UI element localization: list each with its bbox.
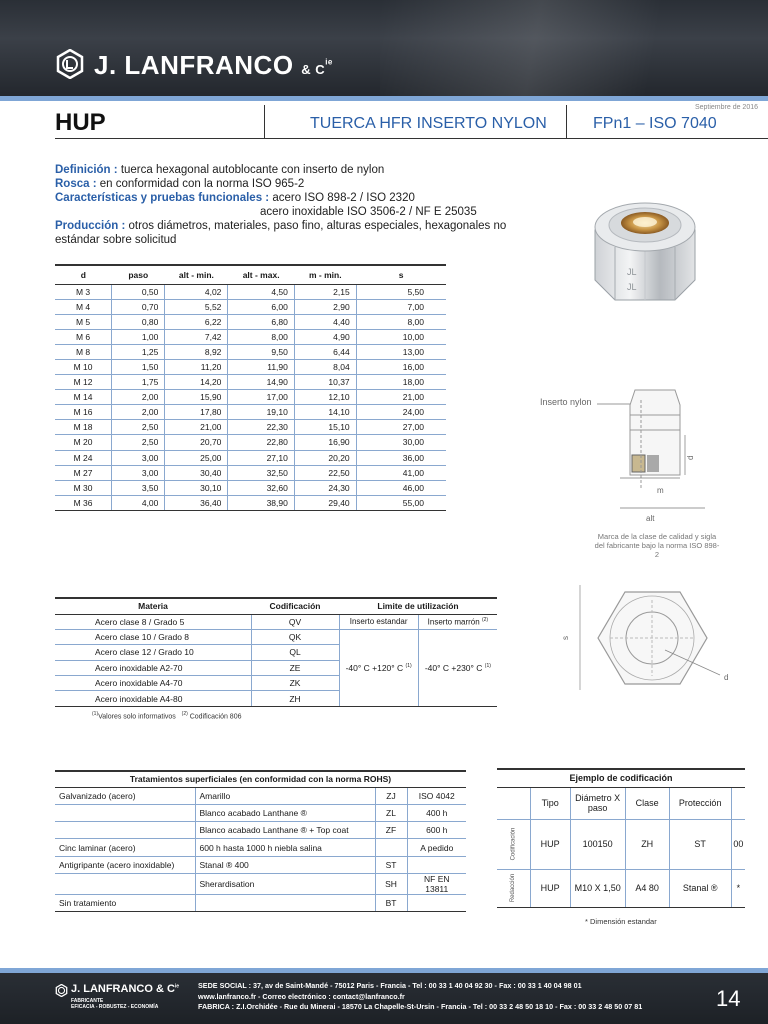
column-header: d xyxy=(55,265,112,284)
table-cell: 55,00 xyxy=(356,495,446,510)
material-cell: Acero inoxidable A4-80 xyxy=(55,691,251,706)
table-cell: 17,00 xyxy=(228,390,294,405)
treatments-table xyxy=(55,770,466,912)
table-row xyxy=(55,450,446,465)
table-cell: 38,90 xyxy=(228,495,294,510)
code-cell: ZH xyxy=(251,691,339,706)
table-cell: 2,15 xyxy=(294,284,356,299)
table-cell: 32,50 xyxy=(228,465,294,480)
table-row xyxy=(55,894,466,911)
table-header-row xyxy=(55,265,446,284)
sheet-date: Septiembre de 2016 xyxy=(694,104,758,111)
table-cell: 27,10 xyxy=(228,450,294,465)
title-rule xyxy=(55,138,768,139)
dimensions-table xyxy=(55,264,446,511)
table-cell: Galvanizado (acero) xyxy=(55,787,195,804)
table-cell: 24,30 xyxy=(294,480,356,495)
table-cell: 6,44 xyxy=(294,344,356,359)
table-cell: 30,00 xyxy=(356,435,446,450)
table-cell: 24,00 xyxy=(356,405,446,420)
table-cell: 600 h hasta 1000 h niebla salina xyxy=(195,839,375,856)
table-cell: 2,00 xyxy=(112,405,165,420)
table-row xyxy=(55,359,446,374)
table-row xyxy=(55,375,446,390)
table-cell: 0,80 xyxy=(112,314,165,329)
range-standard: -40° C +120° C $^{(1)}$ xyxy=(339,629,418,706)
table-cell: 5,52 xyxy=(165,299,228,314)
table-cell: 36,00 xyxy=(356,450,446,465)
table-cell: 10,00 xyxy=(356,329,446,344)
material-cell: Acero inoxidable A4-70 xyxy=(55,676,251,691)
table-cell: 8,92 xyxy=(165,344,228,359)
side-label: Redacción xyxy=(497,869,530,907)
table-row xyxy=(55,435,446,450)
table-cell: 20,20 xyxy=(294,450,356,465)
table-row xyxy=(55,495,446,510)
footer-line: FABRICA : Z.I.Orchidée - Rue du Minerai - 18570 La Chapelle-St-Ursin - Francia - Tel : 00 33 2 48 50 18 10 - Fax : 00 33 2 48 50 07 81 xyxy=(198,1002,643,1011)
table-cell: SH xyxy=(375,873,407,894)
d-label: d xyxy=(686,455,695,460)
column-header: Limite de utilización xyxy=(339,598,497,614)
table-cell xyxy=(55,873,195,894)
column-header: Materia xyxy=(55,598,251,614)
table-cell: Cinc laminar (acero) xyxy=(55,839,195,856)
table-cell: M 6 xyxy=(55,329,112,344)
table-cell: M 36 xyxy=(55,495,112,510)
table-row xyxy=(55,873,466,894)
table-cell: 15,90 xyxy=(165,390,228,405)
table-cell: 0,70 xyxy=(112,299,165,314)
side-label: Codificación xyxy=(497,819,530,869)
table-cell xyxy=(375,839,407,856)
table-row xyxy=(55,629,497,644)
product-title: TUERCA HFR INSERTO NYLON xyxy=(310,115,547,132)
range-brown: -40° C +230° C $^{(1)}$ xyxy=(418,629,497,706)
table-cell: 16,00 xyxy=(356,359,446,374)
column-header: alt - max. xyxy=(228,265,294,284)
table-cell: 19,10 xyxy=(228,405,294,420)
company-logo-icon xyxy=(55,984,68,997)
s-label: s xyxy=(561,636,570,640)
table-row xyxy=(55,856,466,873)
table-cell: ZL xyxy=(375,804,407,821)
table-row xyxy=(55,405,446,420)
table-cell: 8,00 xyxy=(228,329,294,344)
table-header-row xyxy=(497,769,745,787)
table-cell: 4,50 xyxy=(228,284,294,299)
table-cell: 36,40 xyxy=(165,495,228,510)
example-cell: Stanal ® xyxy=(669,869,731,907)
table-cell: 21,00 xyxy=(165,420,228,435)
nut-photo xyxy=(585,185,705,315)
table-cell: M 8 xyxy=(55,344,112,359)
table-cell: Blanco acabado Lanthane ® xyxy=(195,804,375,821)
table-cell: 30,40 xyxy=(165,465,228,480)
table-row xyxy=(55,390,446,405)
table-cell: Sin tratamiento xyxy=(55,894,195,911)
table-cell: 1,75 xyxy=(112,375,165,390)
materials-table xyxy=(55,597,497,707)
table-cell xyxy=(55,804,195,821)
table-cell: 41,00 xyxy=(356,465,446,480)
example-cell: ZH xyxy=(625,819,669,869)
table-cell: 3,50 xyxy=(112,480,165,495)
footer-tagline: EFICACIA - ROBUSTEZ - ECONOMÍA xyxy=(71,1004,159,1010)
table-row xyxy=(55,465,446,480)
material-cell: Acero inoxidable A2-70 xyxy=(55,660,251,675)
table-row xyxy=(497,787,745,819)
table-cell: 2,00 xyxy=(112,390,165,405)
table-cell: 12,10 xyxy=(294,390,356,405)
table-cell: 1,50 xyxy=(112,359,165,374)
table-cell: ISO 4042 xyxy=(407,787,466,804)
column-header xyxy=(731,787,745,819)
column-header: Protección xyxy=(669,787,731,819)
table-cell: 8,04 xyxy=(294,359,356,374)
table-cell: 3,00 xyxy=(112,450,165,465)
svg-text:JL: JL xyxy=(627,267,637,277)
footer-line: SEDE SOCIAL : 37, av de Saint-Mandé - 75012 Paris - Francia - Tel : 00 33 1 40 04 92 30 - Fax : 00 33 1 40 04 98 01 xyxy=(198,981,582,990)
table-cell: 8,00 xyxy=(356,314,446,329)
table-cell: 6,80 xyxy=(228,314,294,329)
side-cell xyxy=(497,787,530,819)
norm-title: FPn1 – ISO 7040 xyxy=(593,115,717,132)
column-header: m - min. xyxy=(294,265,356,284)
table-cell: 2,90 xyxy=(294,299,356,314)
table-cell: 21,00 xyxy=(356,390,446,405)
table-cell xyxy=(195,894,375,911)
dimensions-body xyxy=(55,284,446,510)
hex-drawing xyxy=(550,580,745,695)
table-cell xyxy=(407,856,466,873)
table-row xyxy=(55,822,466,839)
svg-text:JL: JL xyxy=(627,282,637,292)
table-cell: 30,10 xyxy=(165,480,228,495)
table-cell: 4,40 xyxy=(294,314,356,329)
table-cell: 2,50 xyxy=(112,435,165,450)
table-cell: 27,00 xyxy=(356,420,446,435)
column-header: Inserto marrón $^{(2)}$ xyxy=(418,614,497,629)
table-cell: 18,00 xyxy=(356,375,446,390)
example-note: * Dimensión estandar xyxy=(585,917,657,926)
column-header: Diámetro X paso xyxy=(570,787,625,819)
column-header: Tratamientos superficiales (en conformidad con la norma ROHS) xyxy=(55,771,466,787)
code-cell: ZK xyxy=(251,676,339,691)
title-row xyxy=(0,101,768,139)
definitions-block xyxy=(55,163,525,247)
example-cell: * xyxy=(731,869,745,907)
example-cell: HUP xyxy=(530,819,570,869)
table-row xyxy=(55,614,497,629)
table-cell: 2,50 xyxy=(112,420,165,435)
characteristics-line: Características y pruebas funcionales : acero ISO 898-2 / ISO 2320 xyxy=(55,192,415,204)
table-row xyxy=(55,314,446,329)
table-row xyxy=(55,420,446,435)
table-cell: M 10 xyxy=(55,359,112,374)
table-cell: 10,37 xyxy=(294,375,356,390)
table-cell: 11,20 xyxy=(165,359,228,374)
table-cell: ST xyxy=(375,856,407,873)
footer-tagline: FABRICANTE xyxy=(71,998,104,1004)
treatments-body xyxy=(55,787,466,912)
definition-line: Definición : tuerca hexagonal autoblocante con inserto de nylon xyxy=(55,164,385,176)
table-cell: 1,25 xyxy=(112,344,165,359)
footer-address xyxy=(198,981,688,1013)
table-cell: 3,00 xyxy=(112,465,165,480)
example-table xyxy=(497,768,745,908)
table-cell: 14,10 xyxy=(294,405,356,420)
column-header: Clase xyxy=(625,787,669,819)
table-cell: 14,20 xyxy=(165,375,228,390)
table-cell: 46,00 xyxy=(356,480,446,495)
table-cell: 600 h xyxy=(407,822,466,839)
table-row xyxy=(55,839,466,856)
table-cell: 14,90 xyxy=(228,375,294,390)
table-cell: 7,42 xyxy=(165,329,228,344)
hex-d-label: d xyxy=(724,673,729,682)
table-cell: 22,30 xyxy=(228,420,294,435)
page-number: 14 xyxy=(716,986,741,1011)
table-cell: 11,90 xyxy=(228,359,294,374)
table-cell: 15,10 xyxy=(294,420,356,435)
table-cell: 5,50 xyxy=(356,284,446,299)
table-cell: 32,60 xyxy=(228,480,294,495)
table-cell: 25,00 xyxy=(165,450,228,465)
example-cell: ST xyxy=(669,819,731,869)
table-cell: BT xyxy=(375,894,407,911)
table-cell: 400 h xyxy=(407,804,466,821)
table-row xyxy=(497,869,745,907)
table-row xyxy=(55,787,466,804)
table-cell: 20,70 xyxy=(165,435,228,450)
material-cell: Acero clase 10 / Grado 8 xyxy=(55,629,251,644)
table-cell: Blanco acabado Lanthane ® + Top coat xyxy=(195,822,375,839)
table-cell: M 4 xyxy=(55,299,112,314)
table-cell: M 14 xyxy=(55,390,112,405)
example-cell: M10 X 1,50 xyxy=(570,869,625,907)
insert-label: Inserto nylon xyxy=(540,397,592,407)
table-cell: M 16 xyxy=(55,405,112,420)
m-label: m xyxy=(657,486,664,495)
table-cell: Amarillo xyxy=(195,787,375,804)
column-header: Ejemplo de codificación xyxy=(497,769,745,787)
table-header-row xyxy=(55,771,466,787)
code-cell: QK xyxy=(251,629,339,644)
footer-line: www.lanfranco.fr - Correo electrónico : contact@lanfranco.fr xyxy=(198,991,405,1001)
table-cell: M 3 xyxy=(55,284,112,299)
column-header: Tipo xyxy=(530,787,570,819)
table-cell: 4,00 xyxy=(112,495,165,510)
section-drawing xyxy=(535,380,735,525)
table-cell: 1,00 xyxy=(112,329,165,344)
table-row xyxy=(55,299,446,314)
table-cell: 22,50 xyxy=(294,465,356,480)
table-row xyxy=(55,344,446,359)
table-cell: 6,00 xyxy=(228,299,294,314)
table-cell xyxy=(407,894,466,911)
example-cell: A4 80 xyxy=(625,869,669,907)
footer-stripe xyxy=(0,968,768,973)
table-row xyxy=(55,329,446,344)
table-cell: M 5 xyxy=(55,314,112,329)
brand-name: J. LANFRANCO & $C^{ie}$ xyxy=(94,50,333,80)
table-cell: M 27 xyxy=(55,465,112,480)
example-cell: HUP xyxy=(530,869,570,907)
column-header: Inserto estandar xyxy=(339,614,418,629)
example-cell: 100150 xyxy=(570,819,625,869)
material-cell: Acero clase 8 / Grado 5 xyxy=(55,614,251,629)
table-row xyxy=(55,480,446,495)
table-cell: M 12 xyxy=(55,375,112,390)
table-cell: M 24 xyxy=(55,450,112,465)
table-cell: 16,90 xyxy=(294,435,356,450)
example-cell: 00 xyxy=(731,819,745,869)
materials-note: $^{(1)}$Valores solo informativos $^{(2)}$ Codificación 806 xyxy=(92,711,242,721)
header-banner xyxy=(0,0,768,96)
table-cell: 29,40 xyxy=(294,495,356,510)
characteristics-line-2: acero inoxidable ISO 3506-2 / NF E 25035 xyxy=(260,206,477,218)
thread-line: Rosca : en conformidad con la norma ISO 965-2 xyxy=(55,178,305,190)
footer-brand: J. LANFRANCO & $C^{ie}$ xyxy=(71,983,180,995)
table-cell: ZF xyxy=(375,822,407,839)
title-divider xyxy=(566,105,567,139)
table-cell: ZJ xyxy=(375,787,407,804)
table-cell: 13,00 xyxy=(356,344,446,359)
table-cell: 0,50 xyxy=(112,284,165,299)
table-cell: 6,22 xyxy=(165,314,228,329)
table-cell: Stanal ® 400 xyxy=(195,856,375,873)
code-cell: QL xyxy=(251,645,339,660)
product-code: HUP xyxy=(55,109,106,136)
table-cell xyxy=(55,822,195,839)
column-header: s xyxy=(356,265,446,284)
code-cell: ZE xyxy=(251,660,339,675)
table-row xyxy=(497,819,745,869)
column-header: Codificación xyxy=(251,598,339,614)
header-sheen xyxy=(380,0,768,96)
table-cell: Antigripante (acero inoxidable) xyxy=(55,856,195,873)
production-line: Producción : otros diámetros, materiales, paso fino, alturas especiales, hexagonales no estándar sobre solicitud xyxy=(55,220,507,246)
table-cell: 4,02 xyxy=(165,284,228,299)
material-cell: Acero clase 12 / Grado 10 xyxy=(55,645,251,660)
drawing-caption: Marca de la clase de calidad y sigla del fabricante bajo la norma ISO 898-2 xyxy=(594,532,720,559)
code-cell: QV xyxy=(251,614,339,629)
company-logo-icon xyxy=(55,49,85,79)
column-header: paso xyxy=(112,265,165,284)
table-row xyxy=(55,284,446,299)
table-cell: 9,50 xyxy=(228,344,294,359)
table-cell: M 30 xyxy=(55,480,112,495)
table-cell: A pedido xyxy=(407,839,466,856)
table-cell: 22,80 xyxy=(228,435,294,450)
table-header-row xyxy=(55,598,497,614)
table-cell: 7,00 xyxy=(356,299,446,314)
table-cell: Sherardisation xyxy=(195,873,375,894)
table-cell: M 18 xyxy=(55,420,112,435)
table-cell: NF EN 13811 xyxy=(407,873,466,894)
table-cell: 4,90 xyxy=(294,329,356,344)
alt-label: alt xyxy=(646,514,655,523)
title-divider xyxy=(264,105,265,139)
column-header: alt - min. xyxy=(165,265,228,284)
table-cell: M 20 xyxy=(55,435,112,450)
table-row xyxy=(55,804,466,821)
table-cell: 17,80 xyxy=(165,405,228,420)
